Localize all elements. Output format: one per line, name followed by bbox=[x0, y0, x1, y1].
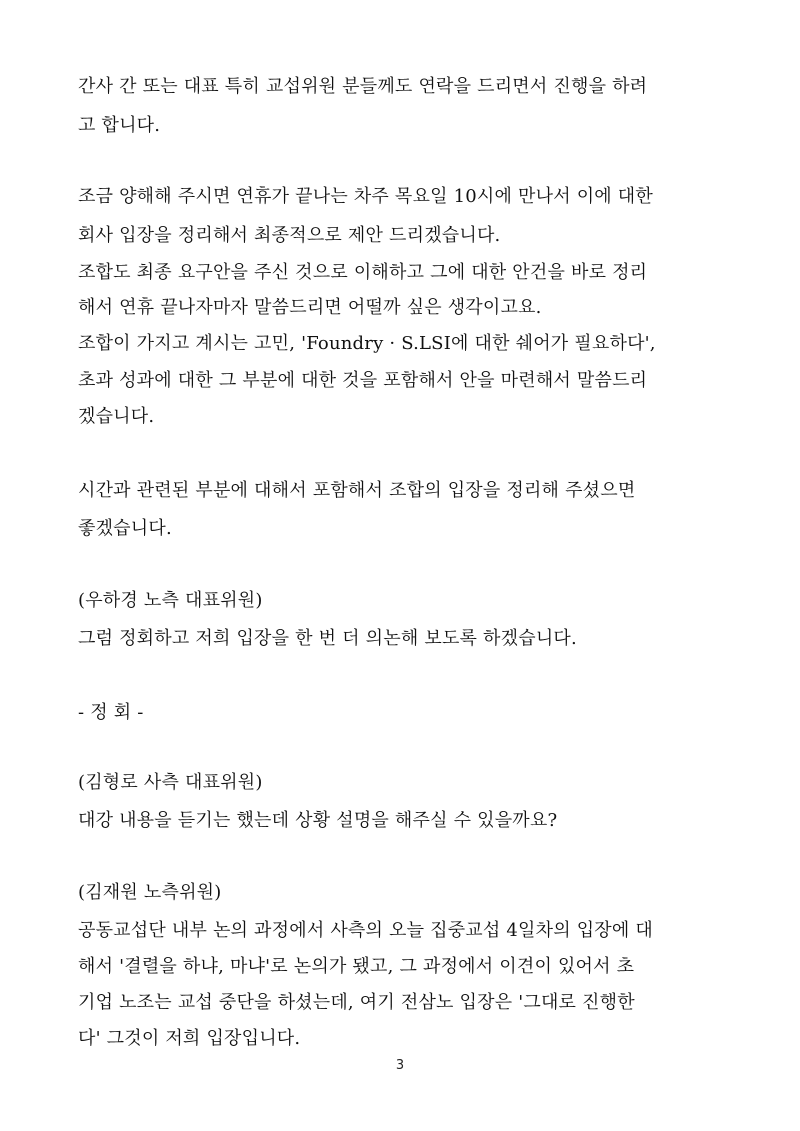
paragraph-line: 조합이 가지고 계시는 고민, 'Foundry · S.LSI에 대한 쉐어가 필요하다', bbox=[78, 333, 656, 354]
page-number: 3 bbox=[395, 1058, 405, 1073]
speaker-label: (김재원 노측위원) bbox=[78, 882, 222, 903]
speaker-label: (우하경 노측 대표위원) bbox=[78, 590, 263, 611]
paragraph-line: 초과 성과에 대한 그 부분에 대한 것을 포함해서 안을 마련해서 말씀드리 bbox=[78, 370, 648, 391]
paragraph-line: 회사 입장을 정리해서 최종적으로 제안 드리겠습니다. bbox=[78, 225, 501, 246]
paragraph-line: 조금 양해해 주시면 연휴가 끝나는 차주 목요일 10시에 만나서 이에 대한 bbox=[78, 186, 653, 207]
recess-marker: - 정 회 - bbox=[78, 702, 144, 723]
paragraph-line: 겠습니다. bbox=[78, 406, 155, 427]
paragraph-line: 다' 그것이 저희 입장입니다. bbox=[78, 1028, 301, 1049]
speaker-label: (김형로 사측 대표위원) bbox=[78, 772, 263, 793]
paragraph-line: 시간과 관련된 부분에 대해서 포함해서 조합의 입장을 정리해 주셨으면 bbox=[78, 480, 636, 501]
paragraph-line: 공동교섭단 내부 논의 과정에서 사측의 오늘 집중교섭 4일차의 입장에 대 bbox=[78, 920, 653, 941]
paragraph-line: 대강 내용을 듣기는 했는데 상황 설명을 해주실 수 있을까요? bbox=[78, 810, 558, 831]
paragraph-line: 고 합니다. bbox=[78, 115, 161, 136]
paragraph-line: 조합도 최종 요구안을 주신 것으로 이해하고 그에 대한 안건을 바로 정리 bbox=[78, 262, 648, 283]
paragraph-line: 해서 연휴 끝나자마자 말씀드리면 어떨까 싶은 생각이고요. bbox=[78, 297, 542, 318]
paragraph-line: 해서 '결렬을 하냐, 마냐'로 논의가 됐고, 그 과정에서 이견이 있어서 초 bbox=[78, 956, 635, 977]
paragraph-line: 그럼 정회하고 저희 입장을 한 번 더 의논해 보도록 하겠습니다. bbox=[78, 628, 577, 649]
paragraph-line: 간사 간 또는 대표 특히 교섭위원 분들께도 연락을 드리면서 진행을 하려 bbox=[78, 76, 648, 97]
paragraph-line: 기업 노조는 교섭 중단을 하셨는데, 여기 전삼노 입장은 '그대로 진행한 bbox=[78, 992, 635, 1013]
paragraph-line: 좋겠습니다. bbox=[78, 518, 172, 539]
